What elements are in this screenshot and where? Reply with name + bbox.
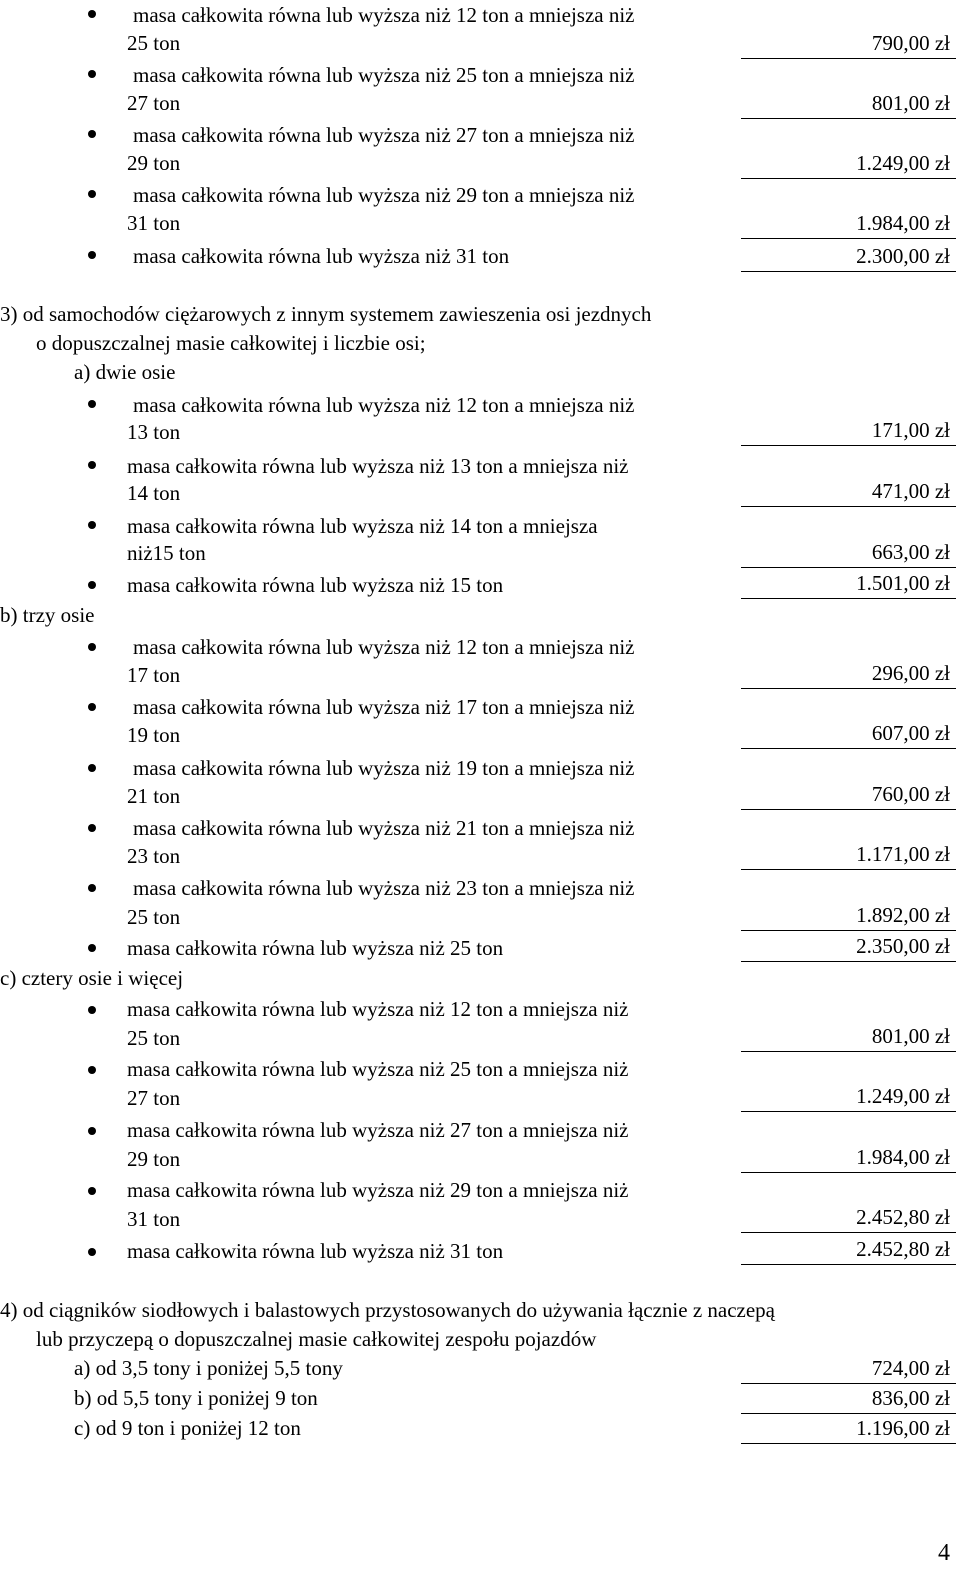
bullet-icon [88,884,96,892]
item-line-1: masa całkowita równa lub wyższa niż 12 ton a mniejsza niż [133,3,635,27]
item-line-2: 13 ton [127,420,181,444]
bullet-icon [88,643,96,651]
item-line-1: masa całkowita równa lub wyższa niż 31 ton [133,244,510,268]
bullet-icon [88,824,96,832]
section-3-heading-cont: o dopuszczalnej masie całkowitej i liczbie osi; [36,331,426,355]
item-line-2: 27 ton [127,1086,181,1110]
item-line-2: 29 ton [127,151,181,175]
bullet-icon [88,1187,96,1195]
subsection-a-label: a) dwie osie [74,360,176,384]
item-label: b) od 5,5 tony i poniżej 9 ton [74,1386,318,1410]
amount-value: 2.452,80 zł [741,1234,956,1265]
item-line-1: masa całkowita równa lub wyższa niż 29 ton a mniejsza niż [127,1178,629,1202]
bullet-icon [88,461,96,469]
amount-value: 1.171,00 zł [741,839,956,870]
amount-value: 171,00 zł [741,415,956,446]
amount-value: 2.300,00 zł [741,241,956,272]
item-line-1: masa całkowita równa lub wyższa niż 25 ton a mniejsza niż [133,63,635,87]
amount-value: 607,00 zł [741,718,956,749]
bullet-icon [88,1006,96,1014]
amount-value: 801,00 zł [741,88,956,119]
amount-value: 836,00 zł [741,1383,956,1414]
item-line-1: masa całkowita równa lub wyższa niż 19 ton a mniejsza niż [133,756,635,780]
bullet-icon [88,1248,96,1256]
amount-value: 663,00 zł [741,537,956,568]
amount-value: 760,00 zł [741,779,956,810]
amount-value: 2.452,80 zł [741,1202,956,1233]
amount-value: 801,00 zł [741,1021,956,1052]
item-line-1: masa całkowita równa lub wyższa niż 25 ton [127,936,504,960]
item-line-1: masa całkowita równa lub wyższa niż 17 ton a mniejsza niż [133,695,635,719]
item-line-2: 31 ton [127,211,181,235]
bullet-icon [88,10,96,18]
amount-value: 724,00 zł [741,1353,956,1384]
amount-value: 1.249,00 zł [741,148,956,179]
item-line-1: masa całkowita równa lub wyższa niż 27 ton a mniejsza niż [133,123,635,147]
item-line-1: masa całkowita równa lub wyższa niż 12 ton a mniejsza niż [133,393,635,417]
item-line-1: masa całkowita równa lub wyższa niż 31 ton [127,1239,504,1263]
section-4-heading-cont: lub przyczepą o dopuszczalnej masie całkowitej zespołu pojazdów [36,1327,597,1351]
item-line-1: masa całkowita równa lub wyższa niż 12 ton a mniejsza niż [127,997,629,1021]
item-line-1: masa całkowita równa lub wyższa niż 25 ton a mniejsza niż [127,1057,629,1081]
bullet-icon [88,1066,96,1074]
amount-value: 790,00 zł [741,28,956,59]
item-line-1: masa całkowita równa lub wyższa niż 14 ton a mniejsza [127,514,598,538]
item-line-2: niż15 ton [127,541,206,565]
amount-value: 471,00 zł [741,476,956,507]
subsection-c-label: c) cztery osie i więcej [0,966,184,990]
amount-value: 1.892,00 zł [741,900,956,931]
item-line-1: masa całkowita równa lub wyższa niż 27 ton a mniejsza niż [127,1118,629,1142]
item-line-1: masa całkowita równa lub wyższa niż 12 ton a mniejsza niż [133,635,635,659]
item-line-2: 31 ton [127,1207,181,1231]
item-line-1: masa całkowita równa lub wyższa niż 13 ton a mniejsza niż [127,454,629,478]
item-line-2: 21 ton [127,784,181,808]
item-line-1: masa całkowita równa lub wyższa niż 23 ton a mniejsza niż [133,876,635,900]
bullet-icon [88,944,96,952]
item-line-2: 23 ton [127,844,181,868]
item-label: c) od 9 ton i poniżej 12 ton [74,1416,301,1440]
amount-value: 1.501,00 zł [741,568,956,599]
item-line-2: 17 ton [127,663,181,687]
item-label: a) od 3,5 tony i poniżej 5,5 tony [74,1356,343,1380]
bullet-icon [88,703,96,711]
section-3-heading: 3) od samochodów ciężarowych z innym systemem zawieszenia osi jezdnych [0,302,652,326]
item-line-1: masa całkowita równa lub wyższa niż 21 ton a mniejsza niż [133,816,635,840]
amount-value: 2.350,00 zł [741,931,956,962]
bullet-icon [88,581,96,589]
bullet-icon [88,190,96,198]
item-line-2: 14 ton [127,481,181,505]
bullet-icon [88,251,96,259]
item-line-2: 19 ton [127,723,181,747]
bullet-icon [88,130,96,138]
subsection-b-label: b) trzy osie [0,603,95,627]
amount-value: 1.984,00 zł [741,1142,956,1173]
bullet-icon [88,521,96,529]
item-line-2: 29 ton [127,1147,181,1171]
item-line-2: 27 ton [127,91,181,115]
item-line-1: masa całkowita równa lub wyższa niż 15 ton [127,573,504,597]
amount-value: 296,00 zł [741,658,956,689]
item-line-2: 25 ton [127,31,181,55]
bullet-icon [88,400,96,408]
section-4-heading: 4) od ciągników siodłowych i balastowych przystosowanych do używania łącznie z naczepą [0,1298,775,1322]
amount-value: 1.196,00 zł [741,1413,956,1444]
item-line-1: masa całkowita równa lub wyższa niż 29 ton a mniejsza niż [133,183,635,207]
item-line-2: 25 ton [127,905,181,929]
bullet-icon [88,70,96,78]
page-number: 4 [938,1540,950,1566]
item-line-2: 25 ton [127,1026,181,1050]
bullet-icon [88,1127,96,1135]
bullet-icon [88,764,96,772]
amount-value: 1.984,00 zł [741,208,956,239]
amount-value: 1.249,00 zł [741,1081,956,1112]
